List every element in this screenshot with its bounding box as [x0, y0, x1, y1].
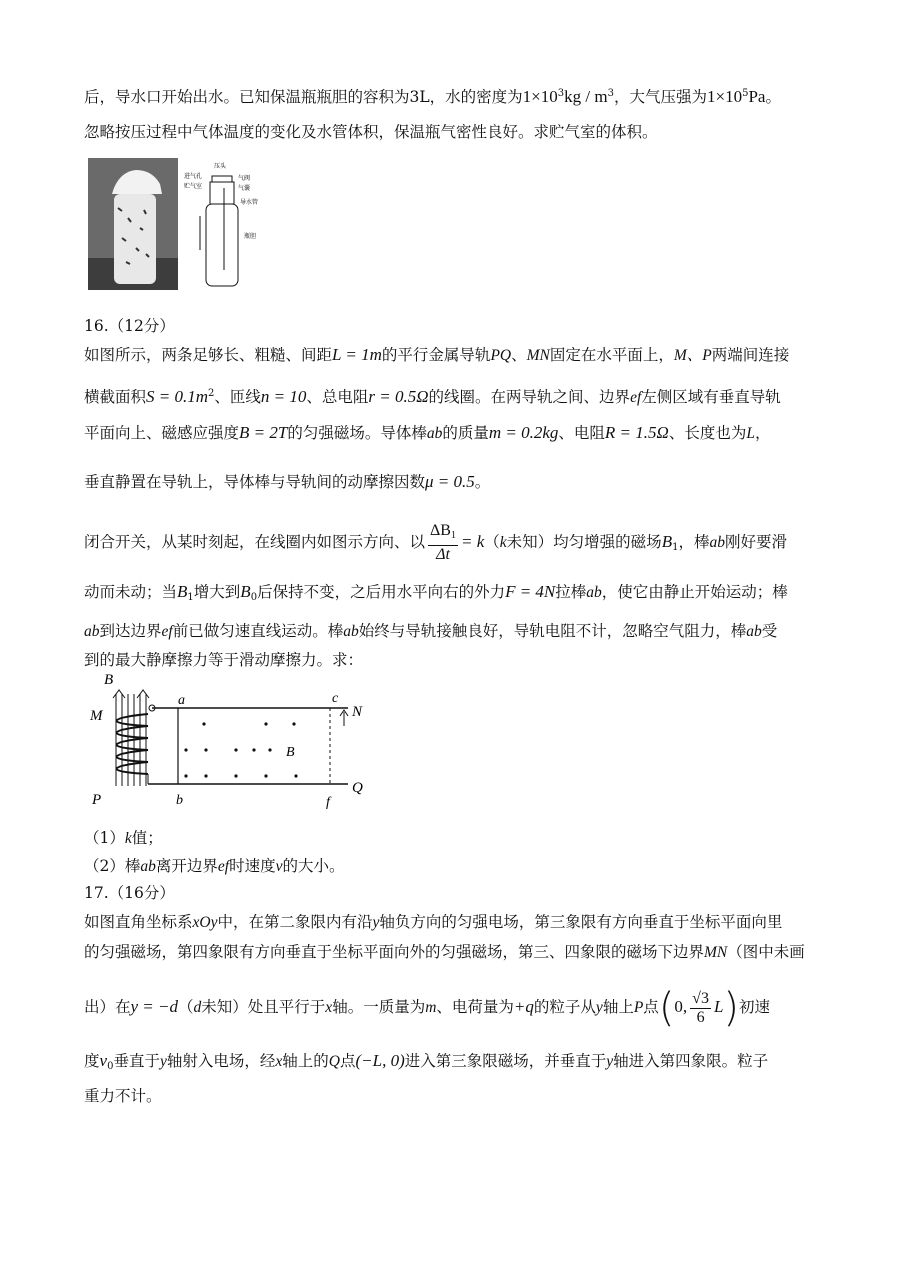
text: 轴上: [602, 998, 634, 1016]
text: 、长度也为: [668, 424, 747, 442]
math: MN: [526, 347, 550, 364]
text: 。: [474, 473, 491, 491]
text-line: [84, 982, 770, 1033]
text-line: [84, 1051, 768, 1077]
header-text: 16.（12分）: [84, 317, 175, 335]
math: Q: [328, 1053, 340, 1070]
text: 平面向上、磁感应强度: [84, 424, 240, 442]
math: v: [275, 858, 283, 875]
left-paren: (: [658, 985, 675, 1031]
label-M: M: [90, 708, 103, 724]
text: 如图所示，两条足够长、粗糙、间距: [84, 346, 333, 364]
math: S = 0.1m: [146, 387, 209, 406]
label-a: a: [178, 693, 185, 708]
rail-circuit-figure: [86, 668, 386, 814]
thermos-figure: [88, 158, 288, 290]
exponent: 2: [208, 388, 215, 399]
math: (−L, 0): [355, 1051, 405, 1070]
text: 度: [84, 1052, 100, 1070]
text-line: [84, 522, 787, 568]
field-dots: [184, 722, 297, 777]
numerator: √3: [692, 989, 709, 1007]
text: （2）棒: [84, 857, 141, 875]
label-valve: 气阀: [238, 175, 251, 182]
text: 拉棒: [555, 583, 587, 601]
exponent: 5: [742, 88, 749, 99]
text: 如图直角坐标系: [84, 913, 193, 931]
math: y: [595, 999, 603, 1016]
exponent: 3: [557, 88, 565, 99]
text: 受: [761, 622, 778, 640]
text: 值；: [131, 829, 163, 847]
math: B = 2T: [239, 423, 288, 442]
math: d: [193, 999, 202, 1016]
text: 两端间连接: [711, 346, 790, 364]
label-press: 压头: [214, 163, 227, 170]
math: B: [240, 582, 251, 601]
text: 垂直于: [113, 1052, 160, 1070]
liner: [206, 204, 238, 286]
text: 点: [339, 1052, 356, 1070]
text: 、电阻: [558, 424, 605, 442]
text: 的质量: [442, 424, 489, 442]
math: PQ: [490, 347, 512, 364]
text: 固定在水平面上，: [549, 346, 674, 364]
text: （图中未画: [727, 943, 805, 961]
unit: Pa: [748, 87, 766, 106]
text: （1）: [84, 829, 125, 847]
math: ab: [426, 425, 443, 442]
text: （: [484, 533, 500, 551]
math: = k: [460, 532, 485, 551]
text: 时速度: [229, 857, 276, 875]
text-line: [84, 423, 770, 444]
label-Q: Q: [352, 780, 363, 796]
label-field-B: B: [286, 745, 295, 760]
text: ，使它由静止开始运动；棒: [601, 583, 788, 601]
text-line: [84, 384, 781, 408]
math: 0,: [674, 997, 688, 1016]
text: 到达边界: [99, 622, 162, 640]
text: 的匀强磁场。导体棒: [287, 424, 427, 442]
text: 后，导水口开始出水。已知保温瓶瓶胆的容积为3L，水的密度为: [84, 88, 523, 106]
text: （: [178, 998, 194, 1016]
text-line: [84, 1086, 162, 1106]
text: 重力不计。: [84, 1087, 162, 1105]
text: ，: [754, 424, 771, 442]
math: x: [325, 999, 333, 1016]
math: L: [746, 425, 755, 442]
math: MN: [704, 944, 728, 961]
math: y: [606, 1053, 614, 1070]
math: y: [372, 914, 380, 931]
sub-question: [84, 828, 163, 849]
math: r = 0.5Ω: [368, 387, 429, 406]
text: 后保持不变，之后用水平向右的外力: [257, 583, 506, 601]
subscript: 1: [187, 592, 194, 603]
question-header: [84, 883, 175, 903]
math: L = 1m: [332, 345, 382, 364]
text: 闭合开关，从某时刻起，在线圈内如图示方向、以: [84, 533, 426, 551]
text: 轴进入第四象限。粒子: [613, 1052, 769, 1070]
math: v: [99, 1051, 108, 1070]
text-line: [84, 122, 658, 142]
math: L: [713, 997, 724, 1016]
text: 刚好要滑: [724, 533, 787, 551]
text: 轴上的: [282, 1052, 329, 1070]
text-line: [84, 912, 782, 933]
text: 到的最大静摩擦力等于滑动摩擦力。求：: [84, 651, 364, 669]
coil: [117, 714, 149, 774]
math: +q: [513, 997, 534, 1016]
label-airbag: 气囊: [238, 185, 251, 192]
text: 始终与导轨接触良好，导轨电阻不计，忽略空气阻力，棒: [358, 622, 747, 640]
thermos-body: [114, 194, 156, 284]
math: ab: [84, 623, 100, 640]
math: ef: [630, 389, 642, 406]
label-b: b: [176, 793, 183, 808]
text-line: [84, 472, 490, 492]
label-B: B: [104, 672, 114, 688]
math: ab: [709, 534, 725, 551]
math: k: [499, 534, 507, 551]
header-text: 17.（16分）: [84, 884, 175, 902]
subscript: 1: [672, 542, 679, 553]
right-paren: ): [723, 985, 740, 1031]
text: 初速: [739, 998, 771, 1016]
label-inlet: 进气孔: [184, 173, 203, 180]
text: 轴射入电场，经: [166, 1052, 276, 1070]
math: k: [124, 830, 132, 847]
text: 未知）处且平行于: [201, 998, 326, 1016]
math: m = 0.2kg: [488, 423, 559, 442]
text: 前已做匀速直线运动。棒: [172, 622, 344, 640]
text: 、电荷量为: [436, 998, 514, 1016]
text: ，棒: [678, 533, 710, 551]
math: ab: [343, 623, 359, 640]
pressure-value: 1×10: [706, 87, 743, 106]
math: P: [633, 999, 644, 1016]
denominator: Δt: [436, 546, 450, 563]
math: y: [159, 1053, 167, 1070]
text: 的平行金属导轨: [381, 346, 491, 364]
text: 、匝线: [214, 388, 261, 406]
math: ab: [746, 623, 762, 640]
subscript: 0: [107, 1061, 114, 1072]
text: 的线圈。在两导轨之间、边界: [428, 388, 631, 406]
math: ef: [161, 623, 173, 640]
math: μ = 0.5: [425, 472, 475, 491]
text: 轴。一质量为: [332, 998, 426, 1016]
unit: kg / m: [564, 87, 608, 106]
text: 的粒子从: [533, 998, 596, 1016]
text: 左侧区域有垂直导轨: [641, 388, 781, 406]
sub-question: [84, 856, 345, 877]
math: ab: [586, 584, 602, 601]
numerator: ΔB: [430, 522, 451, 539]
exponent: 3: [607, 88, 614, 99]
text: 进入第三象限磁场，并垂直于: [404, 1052, 607, 1070]
math: x: [275, 1053, 283, 1070]
text: 轴负方向的匀强电场，第三象限有方向垂直于坐标平面向里: [379, 913, 783, 931]
math: F = 4N: [505, 582, 556, 601]
denominator: 6: [696, 1008, 705, 1026]
text: 增大到: [193, 583, 241, 601]
text: 离开边界: [155, 857, 218, 875]
math: M、P: [673, 347, 712, 364]
text-line: [84, 582, 788, 608]
text-line: [84, 650, 363, 670]
field-arrow-icon: [113, 690, 149, 698]
arrow-up-icon: [340, 710, 348, 726]
label-f: f: [326, 795, 330, 810]
text: 出）在: [84, 998, 131, 1016]
air-chamber: [210, 182, 234, 204]
text: 的匀强磁场，第四象限有方向垂直于坐标平面向外的匀强磁场，第三、四象限的磁场下边界: [84, 943, 705, 961]
math: xOy: [192, 914, 218, 931]
question-header: [84, 316, 175, 336]
text-line: 如图所示，两条足够长、粗糙、间距L = 1m的平行金属导轨PQ、MN固定在水平面上，M、P两端间连接: [84, 345, 790, 364]
text: 。: [765, 88, 781, 106]
label-P: P: [92, 792, 102, 808]
fraction: [690, 990, 711, 1027]
fraction: [428, 522, 458, 564]
label-c: c: [332, 691, 339, 706]
press-head: [212, 176, 232, 182]
text-line: [84, 621, 777, 642]
math: n = 10: [260, 387, 307, 406]
math: m: [425, 999, 437, 1016]
text-line: [84, 942, 805, 963]
label-tube: 导水管: [240, 199, 259, 206]
text: 忽略按压过程中气体温度的变化及水管体积，保温瓶气密性良好。求贮气室的体积。: [84, 123, 658, 141]
math: B: [177, 582, 188, 601]
label-chamber: 贮气室: [184, 183, 203, 190]
text: 动而未动；当: [84, 583, 178, 601]
subscript: 1: [450, 530, 456, 541]
text: 的大小。: [282, 857, 345, 875]
text: 横截面积: [84, 388, 147, 406]
density-value: 1×10: [522, 87, 558, 106]
math: B: [661, 532, 673, 551]
text: 垂直静置在导轨上，导体棒与导轨间的动摩擦因数: [84, 473, 426, 491]
label-N: N: [352, 704, 363, 720]
subscript: 0: [250, 592, 258, 603]
text: ，大气压强为: [613, 88, 707, 106]
text: 未知）均匀增强的磁场: [506, 533, 662, 551]
text: 中，在第二象限内有沿: [217, 913, 373, 931]
math: y = −d: [130, 997, 179, 1016]
math: ab: [140, 858, 156, 875]
text-line: [84, 84, 781, 107]
text: 、总电阻: [306, 388, 369, 406]
text: 点: [643, 998, 659, 1016]
math: ef: [217, 858, 230, 875]
math: R = 1.5Ω: [604, 423, 669, 442]
label-liner: 瓶胆: [244, 233, 257, 240]
